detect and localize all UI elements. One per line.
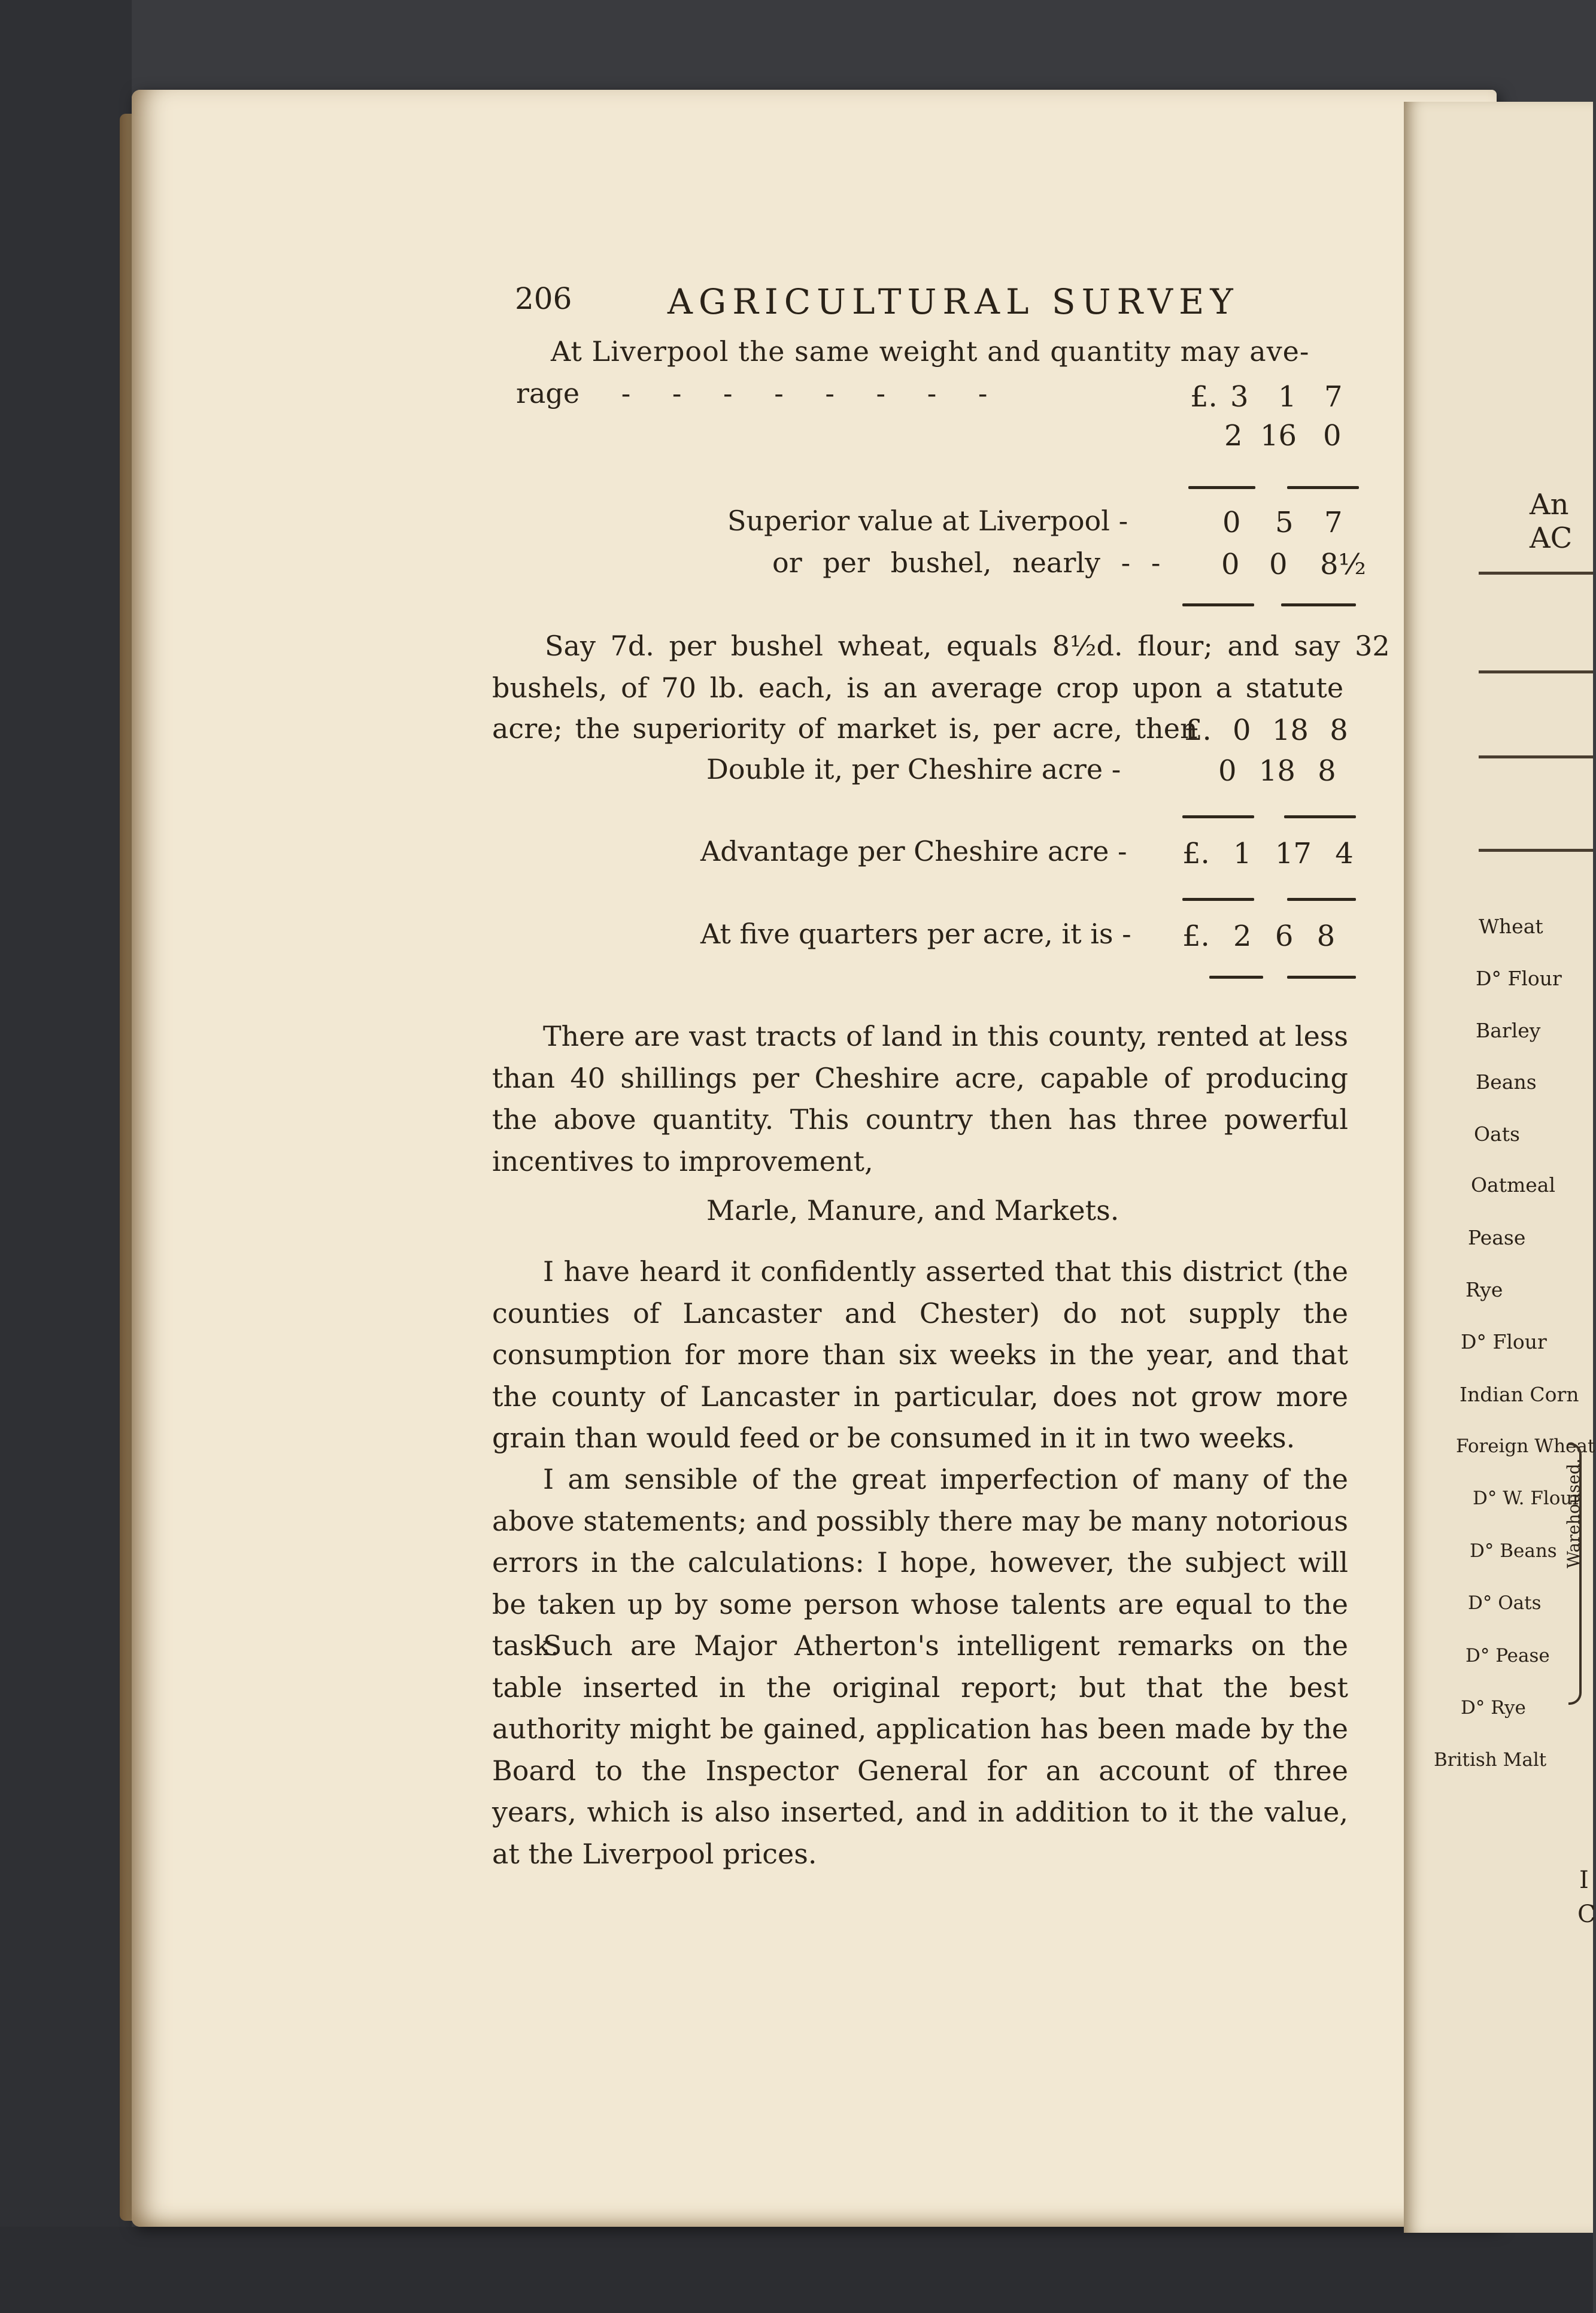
say-line-2: bushels, of 70 lb. each, is an average crop upon a statute xyxy=(492,672,1344,704)
foldout-item: D° Pease xyxy=(1465,1645,1550,1667)
foldout-item: Wheat xyxy=(1479,915,1543,938)
amount-shillings: 1 xyxy=(1278,380,1297,414)
amount-pence: 8½ xyxy=(1320,548,1367,581)
foldout-page xyxy=(1404,102,1593,2233)
superior-value-label: Superior value at Liverpool - xyxy=(727,505,1128,537)
foldout-fragment: I xyxy=(1579,1866,1589,1894)
sum-rule xyxy=(1182,603,1254,606)
advantage-label: Advantage per Cheshire acre - xyxy=(700,835,1127,867)
sum-rule xyxy=(1188,486,1255,489)
foldout-rule xyxy=(1479,755,1593,758)
foldout-item: D° Beans xyxy=(1470,1540,1557,1562)
foldout-item: Rye xyxy=(1465,1278,1503,1301)
motto-line: Marle, Manure, and Markets. xyxy=(706,1194,1119,1227)
foldout-item: D° Flour xyxy=(1461,1330,1547,1353)
paragraph-text: I have heard it confidently asserted that this district (the counties of Lancaster and Chester) do not supply the consumption for more than six weeks in the year, and that the county of Lancaster in particular, does not grow more grain than would feed or be consumed in it in two weeks. xyxy=(492,1255,1348,1454)
foldout-item: D° Flour xyxy=(1476,967,1562,990)
paragraph-atherton xyxy=(492,1625,1348,1875)
foldout-item: Oatmeal xyxy=(1471,1173,1556,1197)
foldout-rule xyxy=(1479,849,1593,852)
amount-pounds: 2 xyxy=(1224,419,1243,453)
foldout-item: D° W. Flour xyxy=(1473,1488,1582,1509)
sum-rule xyxy=(1182,815,1254,818)
amount-shillings: 16 xyxy=(1260,419,1297,453)
foldout-item: Barley xyxy=(1476,1019,1541,1042)
double-label: Double it, per Cheshire acre - xyxy=(706,753,1121,785)
foldout-item: Indian Corn xyxy=(1460,1383,1579,1406)
calc-rage-line: rage - - - - - - - - xyxy=(516,377,988,409)
amount-shillings: 5 xyxy=(1275,506,1294,539)
foldout-item: Foreign Wheat xyxy=(1456,1435,1595,1457)
foldout-item: Oats xyxy=(1474,1122,1520,1146)
running-title: AGRICULTURAL SURVEY xyxy=(667,281,1239,322)
paragraph-incentives xyxy=(492,1016,1348,1182)
calc-intro-line: At Liverpool the same weight and quantity may ave- xyxy=(551,335,1310,368)
double-amount: 0 18 8 xyxy=(1218,754,1336,788)
paragraph-text: I am sensible of the great imperfection of many of the above statements; and possibly there may be many notorious errors in the calculations: I hope, however, the subject will be taken up by some person whose talents are equal to the task. xyxy=(492,1463,1348,1662)
amount-pounds: 3 xyxy=(1230,380,1249,414)
background-cloth-bottom xyxy=(0,2227,1593,2313)
foldout-item: British Malt xyxy=(1434,1749,1547,1771)
paragraph-consumption xyxy=(492,1251,1348,1459)
foldout-fragment: C xyxy=(1577,1901,1596,1928)
sum-rule xyxy=(1287,898,1356,901)
background-cloth xyxy=(0,0,132,2313)
amount-shillings: 0 xyxy=(1269,548,1288,581)
foldout-title: An AC xyxy=(1530,488,1573,555)
foldout-item: D° Oats xyxy=(1468,1592,1542,1614)
sum-rule xyxy=(1287,976,1356,979)
foldout-bracket-label: Warehoused. xyxy=(1564,1458,1583,1568)
foldout-item: D° Rye xyxy=(1461,1697,1526,1719)
say-line-1: Say 7d. per bushel wheat, equals 8½d. flour; and say 32 xyxy=(545,630,1390,662)
foldout-item: Beans xyxy=(1476,1070,1537,1094)
superiority-amount: £. 0 18 8 xyxy=(1184,714,1348,747)
paragraph-text: Such are Major Atherton's intelligent remarks on the table inserted in the original report; but that the best authority might be gained, application has been made by the Board to the Inspector General for an account of three years, which is also inserted, and in addition to it the value, at the Liverpool prices. xyxy=(492,1629,1348,1870)
sum-rule xyxy=(1281,603,1356,606)
foldout-rule xyxy=(1479,670,1593,673)
foldout-item: Pease xyxy=(1468,1226,1526,1249)
advantage-amount: £. 1 17 4 xyxy=(1182,837,1354,870)
paragraph-text: There are vast tracts of land in this county, rented at less than 40 shillings per Cheshire acre, capable of producing the above quantity. This country then has three powerful incentives to improvement, xyxy=(492,1020,1348,1177)
sum-rule xyxy=(1182,898,1254,901)
amount-pence: 7 xyxy=(1324,380,1343,414)
page-number: 206 xyxy=(515,281,572,316)
five-quarters-amount: £. 2 6 8 xyxy=(1182,919,1336,953)
sum-rule xyxy=(1284,815,1356,818)
five-quarters-label: At five quarters per acre, it is - xyxy=(700,918,1131,950)
per-bushel-label: or per bushel, nearly - - xyxy=(772,547,1161,579)
amount-pounds: 0 xyxy=(1221,548,1240,581)
currency-sign: £. xyxy=(1190,380,1218,414)
say-line-3: acre; the superiority of market is, per acre, then xyxy=(492,712,1198,745)
sum-rule xyxy=(1209,976,1263,979)
foldout-rule xyxy=(1479,572,1593,575)
amount-pence: 7 xyxy=(1324,506,1343,539)
amount-pence: 0 xyxy=(1323,419,1342,453)
amount-pounds: 0 xyxy=(1222,506,1241,539)
sum-rule xyxy=(1287,486,1359,489)
